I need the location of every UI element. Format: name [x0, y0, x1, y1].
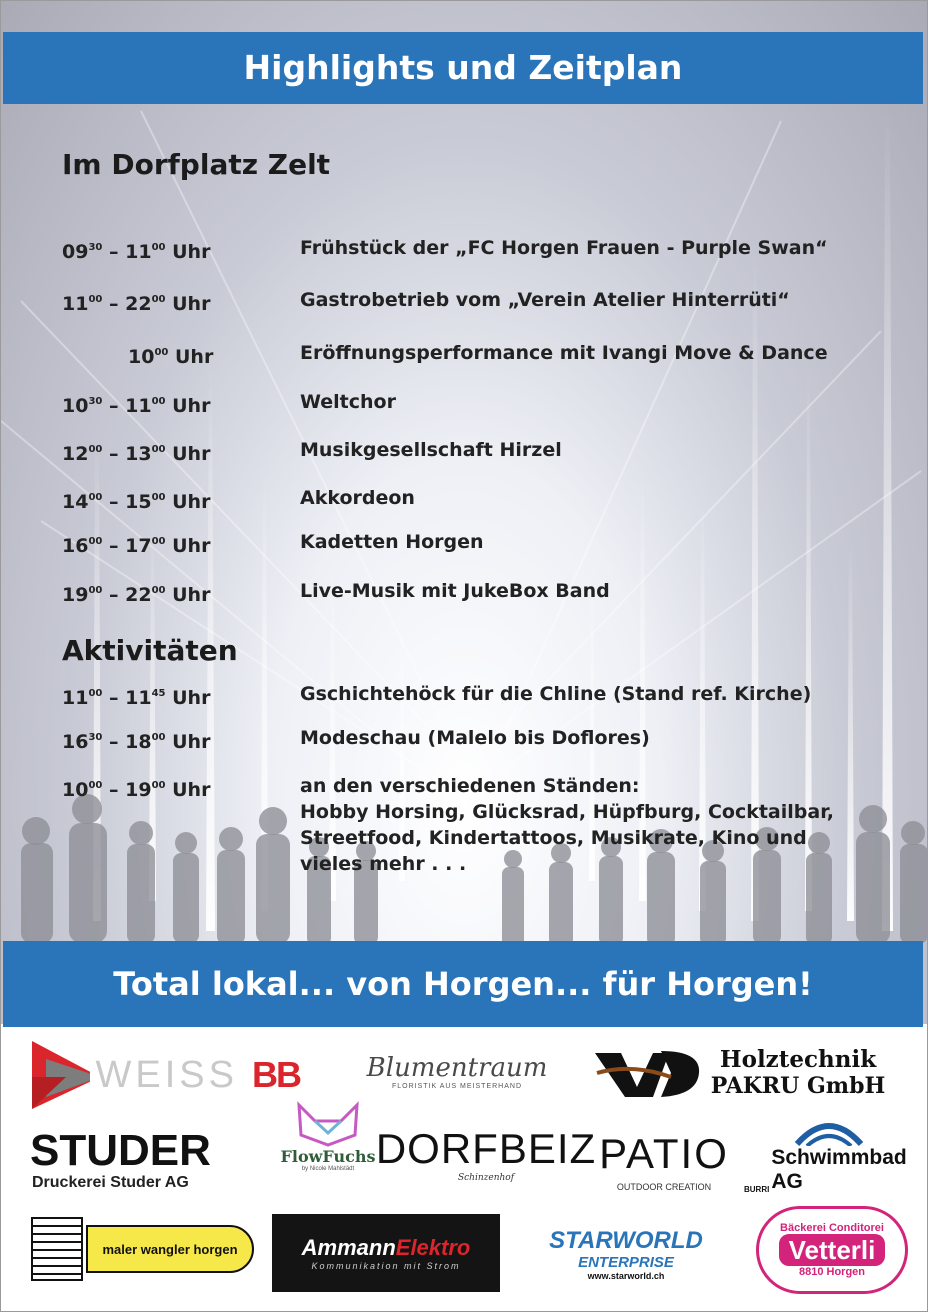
time-range: $12^{00} - 13^{00}$ Uhr	[62, 443, 211, 465]
event-description: Gschichtehöck für die Chline (Stand ref. Kirche)	[300, 683, 812, 705]
sponsor-patio-logo: PATIO OUTDOOR CREATION	[599, 1130, 729, 1192]
sponsor-maler-wangler-logo: maler wangler horgen	[30, 1216, 254, 1282]
time-range: $11^{00} - 11^{45}$ Uhr	[62, 687, 211, 709]
event-description: an den verschiedenen Ständen:	[300, 775, 640, 797]
event-description-details: Hobby Horsing, Glücksrad, Hüpfburg, Cocktailbar, Streetfood, Kindertattoos, Musikrate, Kino und vieles mehr . . .	[300, 801, 834, 875]
section-title-dorfplatz: Im Dorfplatz Zelt	[62, 148, 331, 181]
sponsor-vetterli-logo: Bäckerei Conditorei Vetterli 8810 Horgen	[756, 1206, 908, 1294]
event-description: Musikgesellschaft Hirzel	[300, 439, 562, 461]
sponsor-schwimmbad-logo: BURRI Schwimmbad AG	[744, 1114, 914, 1194]
sponsor-starworld-logo: STARWORLD ENTERPRISE www.starworld.ch	[549, 1226, 703, 1281]
sponsor-dorfbeiz-logo: DORFBEIZ Schinzenhof	[375, 1125, 597, 1183]
event-description: Kadetten Horgen	[300, 531, 484, 553]
section-title-aktivitaeten: Aktivitäten	[62, 634, 238, 667]
sponsor-studer-logo: STUDER Druckerei Studer AG	[30, 1126, 211, 1191]
event-description: Eröffnungsperformance mit Ivangi Move & Dance	[300, 342, 828, 364]
time-range: $10^{00}$ Uhr	[128, 346, 214, 368]
time-range: $16^{30} - 18^{00}$ Uhr	[62, 731, 211, 753]
event-description: Modeschau (Malelo bis Doflores)	[300, 727, 650, 749]
time-range: $11^{00} - 22^{00}$ Uhr	[62, 293, 211, 315]
sponsor-ammann-elektro-logo: Ammann Elektro Kommunikation mit Strom	[272, 1214, 500, 1292]
time-range: $10^{30} - 11^{00}$ Uhr	[62, 395, 211, 417]
event-description: Gastrobetrieb vom „Verein Atelier Hinterrüti“	[300, 289, 790, 311]
sponsor-flowfuchs-logo: FlowFuchs by Nicole Mahlstädt	[272, 1096, 384, 1176]
time-range: $19^{00} - 22^{00}$ Uhr	[62, 584, 211, 606]
event-description: Frühstück der „FC Horgen Frauen - Purple Swan“	[300, 237, 828, 259]
event-description: Weltchor	[300, 391, 396, 413]
slogan-banner: Total lokal... von Horgen... für Horgen!	[3, 941, 923, 1027]
time-range: $09^{30} - 11^{00}$ Uhr	[62, 241, 211, 263]
event-description: Live-Musik mit JukeBox Band	[300, 580, 610, 602]
sponsor-holztechnik-logo: Holztechnik PAKRU GmbH	[588, 1040, 888, 1104]
time-range: $14^{00} - 15^{00}$ Uhr	[62, 491, 211, 513]
event-description: Akkordeon	[300, 487, 415, 509]
sponsor-blumentraum-logo: Blumentraum FLORISTIK AUS MEISTERHAND	[366, 1052, 548, 1090]
sponsor-weiss-logo: WEISS BB	[30, 1038, 300, 1112]
time-range: $10^{00} - 19^{00}$ Uhr	[62, 779, 211, 801]
page-title-banner: Highlights und Zeitplan	[3, 32, 923, 104]
time-range: $16^{00} - 17^{00}$ Uhr	[62, 535, 211, 557]
